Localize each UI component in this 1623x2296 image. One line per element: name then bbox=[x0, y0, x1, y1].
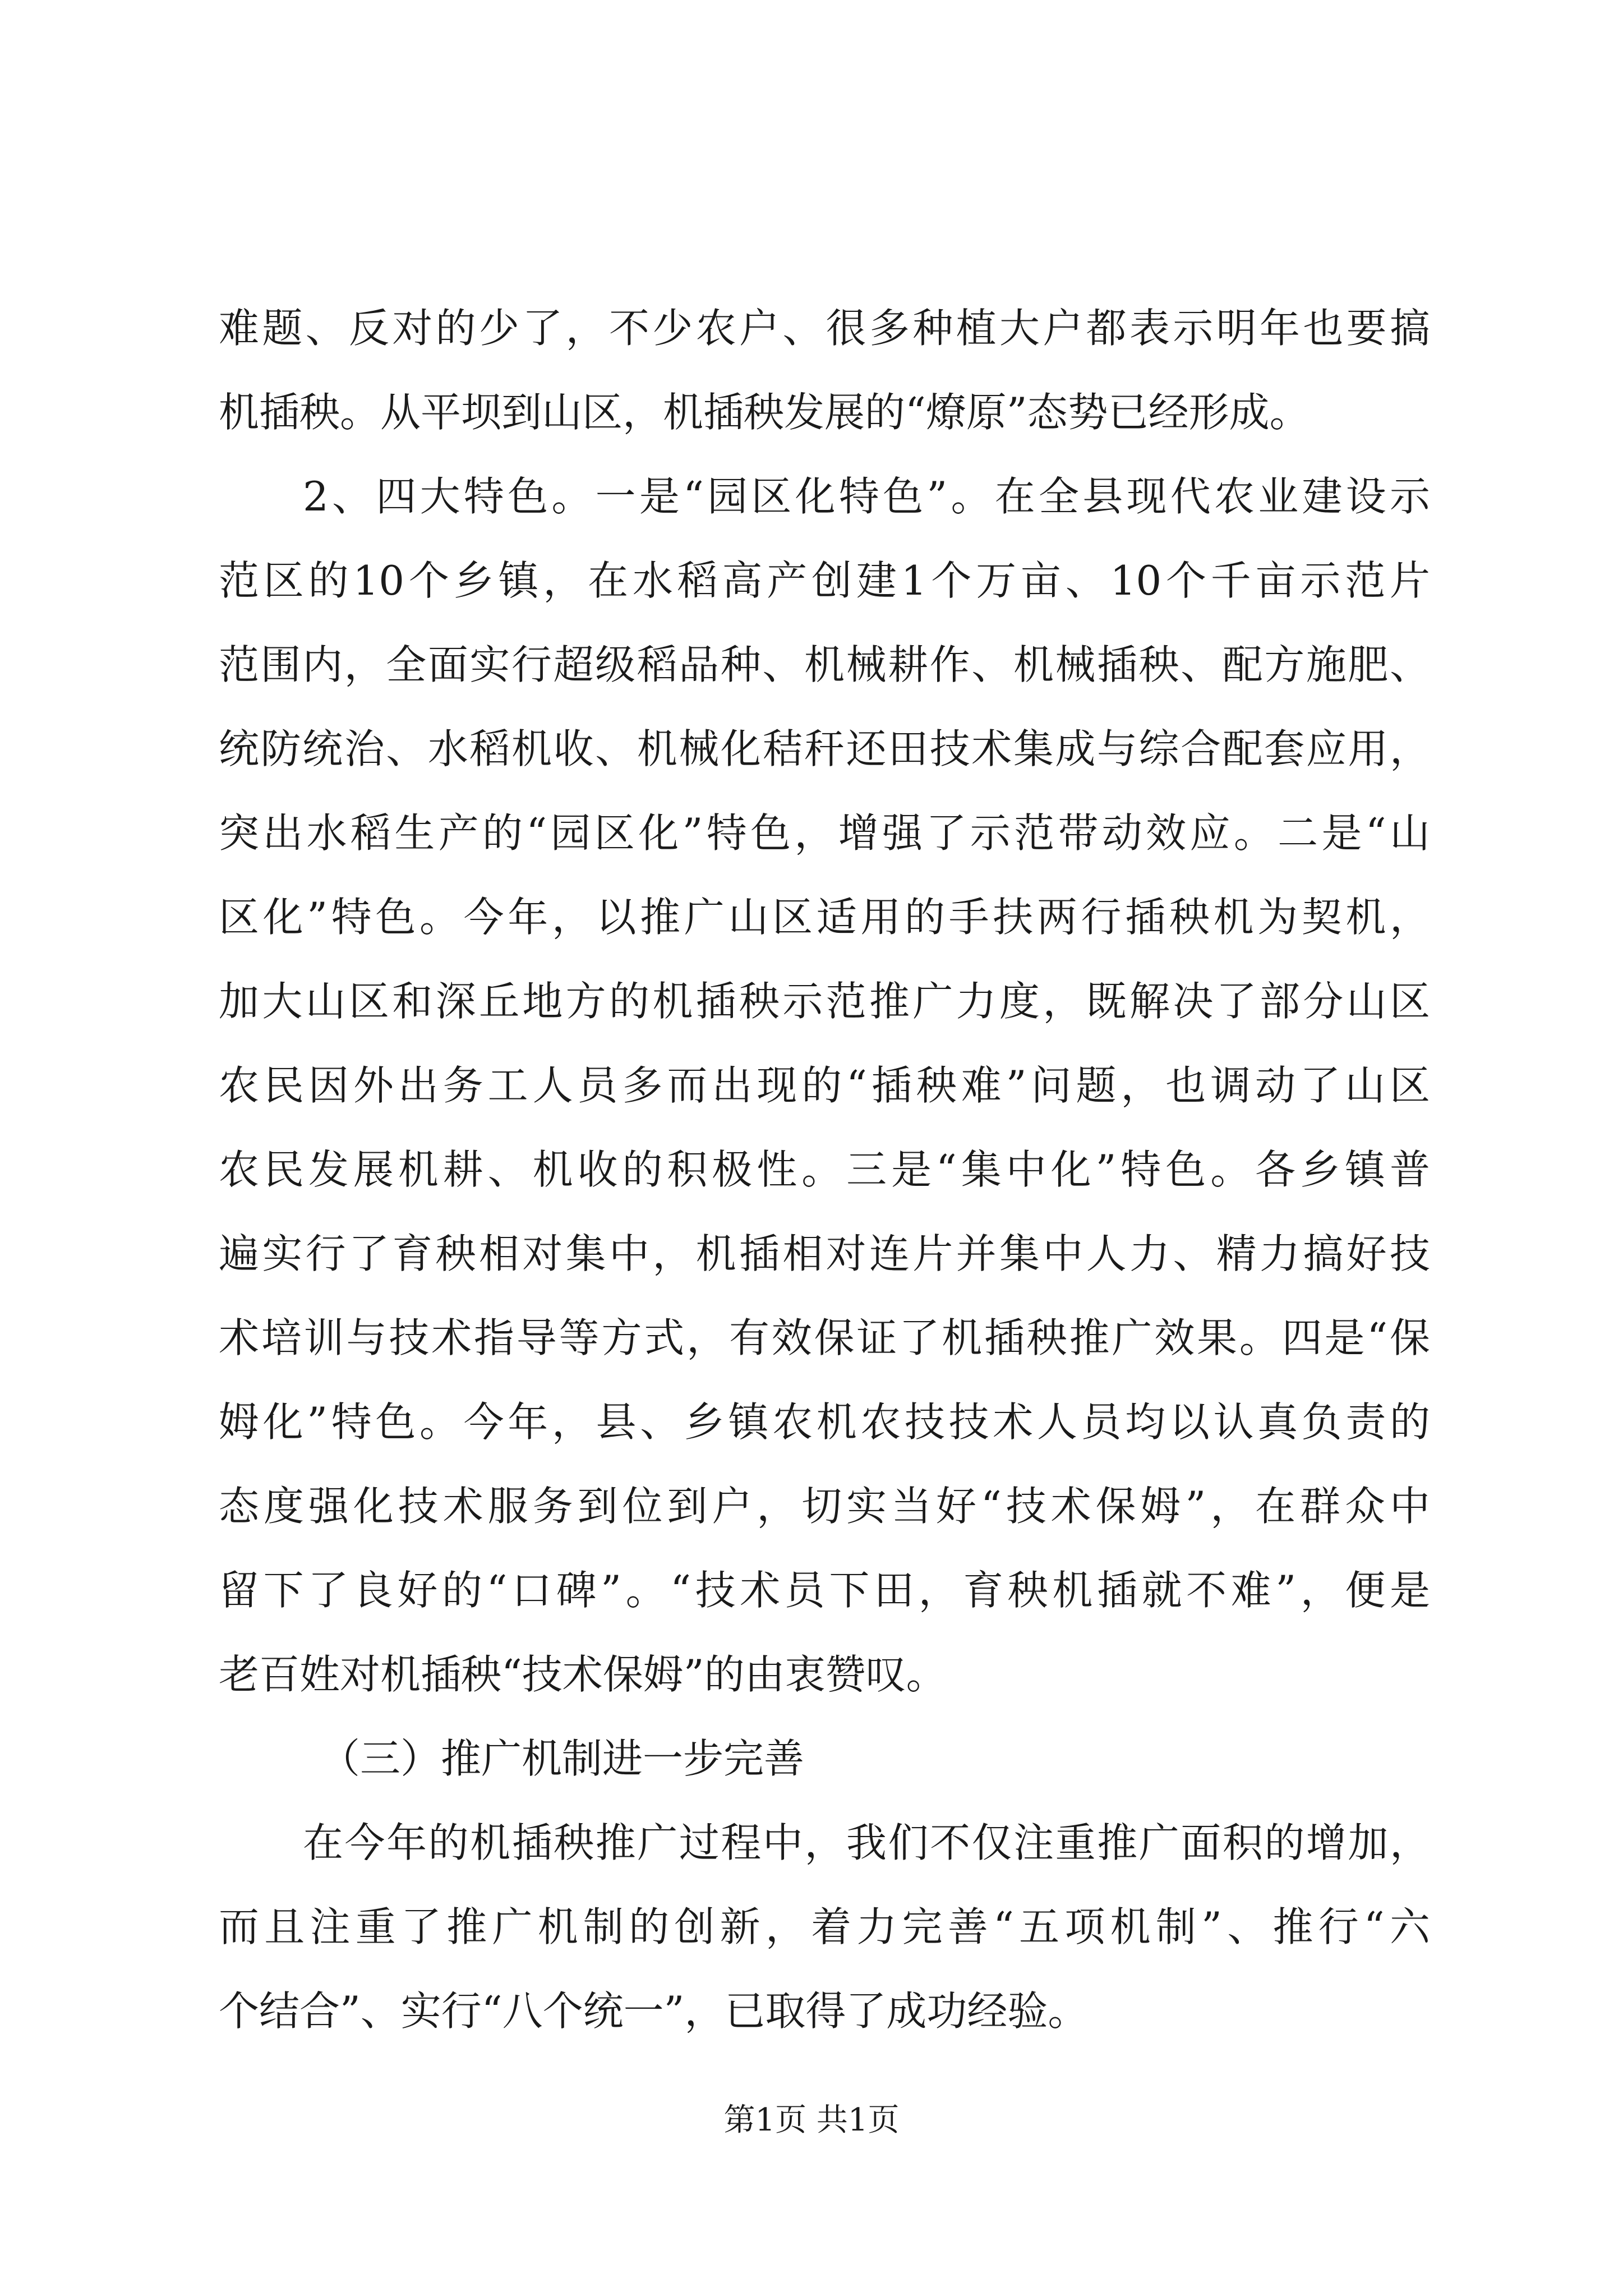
text-line: 难题、反对的少了，不少农户、很多种植大户都表示明年也要搞 bbox=[219, 305, 1430, 352]
text-line: 农民因外出务工人员多而出现的“插秧难”问题，也调动了山区 bbox=[219, 1062, 1430, 1109]
text-line: 统防统治、水稻机收、机械化秸秆还田技术集成与综合配套应用， bbox=[219, 725, 1430, 772]
text-line: 术培训与技术指导等方式，有效保证了机插秧推广效果。四是“保 bbox=[219, 1314, 1430, 1361]
text-line: 遍实行了育秧相对集中，机插相对连片并集中人力、精力搞好技 bbox=[219, 1230, 1430, 1277]
text-line: 范区的10个乡镇，在水稻高产创建1个万亩、10个千亩示范片 bbox=[219, 557, 1430, 604]
section-heading: （三）推广机制进一步完善 bbox=[320, 1735, 805, 1782]
text-line: 突出水稻生产的“园区化”特色，增强了示范带动效应。二是“山 bbox=[219, 809, 1430, 857]
page-footer bbox=[0, 2101, 1623, 2140]
text-line: 区化”特色。今年，以推广山区适用的手扶两行插秧机为契机， bbox=[219, 894, 1430, 941]
text-line: 而且注重了推广机制的创新，着力完善“五项机制”、推行“六 bbox=[219, 1903, 1430, 1950]
text-line: 范围内，全面实行超级稻品种、机械耕作、机械插秧、配方施肥、 bbox=[219, 641, 1430, 688]
paragraph-start-line: 2、四大特色。一是“园区化特色”。在全县现代农业建设示 bbox=[303, 473, 1430, 520]
text-line: 态度强化技术服务到位到户，切实当好“技术保姆”，在群众中 bbox=[219, 1483, 1430, 1530]
text-line: 留下了良好的“口碑”。“技术员下田，育秧机插就不难”，便是 bbox=[219, 1567, 1430, 1614]
paragraph-start-line: 在今年的机插秧推广过程中，我们不仅注重推广面积的增加， bbox=[303, 1819, 1430, 1866]
text-line: 加大山区和深丘地方的机插秧示范推广力度，既解决了部分山区 bbox=[219, 978, 1430, 1025]
document-body bbox=[219, 286, 1430, 2053]
text-line: 机插秧。从平坝到山区，机插秧发展的“燎原”态势已经形成。 bbox=[219, 389, 1310, 436]
page-number-label: 第1页 共1页 bbox=[723, 2102, 900, 2138]
text-line: 个结合”、实行“八个统一”，已取得了成功经验。 bbox=[219, 1987, 1089, 2035]
text-line: 姆化”特色。今年，县、乡镇农机农技技术人员均以认真负责的 bbox=[219, 1398, 1430, 1446]
text-line: 农民发展机耕、机收的积极性。三是“集中化”特色。各乡镇普 bbox=[219, 1146, 1430, 1193]
text-line: 老百姓对机插秧“技术保姆”的由衷赞叹。 bbox=[219, 1651, 947, 1698]
